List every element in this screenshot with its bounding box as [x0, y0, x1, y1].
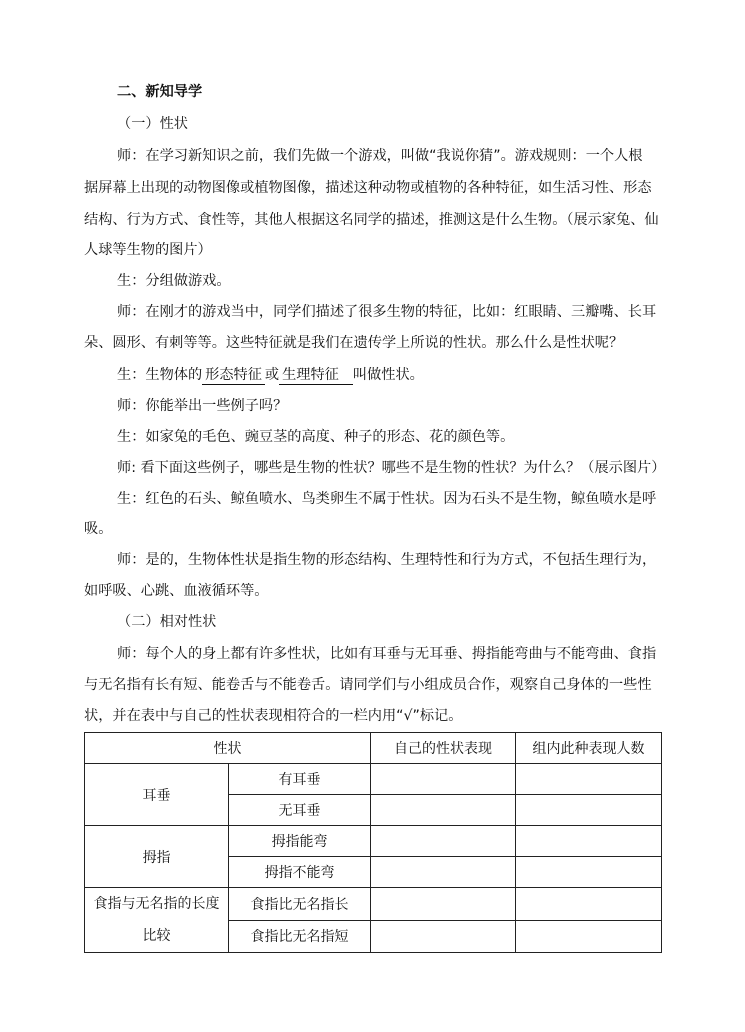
- definition-text-a: 生：生物体的: [117, 367, 203, 383]
- paragraph-line: 朵、圆形、有刺等等。这些特征就是我们在遗传学上所说的性状。那么什么是性状呢？: [84, 335, 624, 351]
- own-trait-cell[interactable]: [371, 888, 516, 921]
- option-cell: 拇指不能弯: [229, 857, 371, 888]
- group-count-cell[interactable]: [516, 857, 662, 888]
- blank-answer-morphology: 形态特征: [202, 367, 265, 385]
- traits-table: [84, 732, 662, 953]
- paragraph-line: 师：每个人的身上都有许多性状，比如有耳垂与无耳垂、拇指能弯曲与不能弯曲、食指: [117, 646, 657, 662]
- table-row: [85, 888, 662, 921]
- group-count-cell[interactable]: [516, 888, 662, 921]
- paragraph-line: 吸。: [84, 521, 113, 537]
- own-trait-cell[interactable]: [371, 826, 516, 857]
- own-trait-cell[interactable]: [371, 920, 516, 953]
- subsection-heading-traits: （一）性状: [117, 116, 188, 132]
- paragraph-line: 师: 看下面这些例子，哪些是生物的性状？哪些不是生物的性状？为什么？（展示图片）: [117, 460, 666, 476]
- paragraph-line: 生：红色的石头、鲸鱼喷水、鸟类卵生不属于性状。因为石头不是生物，鲸鱼喷水是呼: [117, 491, 657, 507]
- option-cell: 无耳垂: [229, 795, 371, 826]
- option-cell: 食指比无名指长: [229, 888, 371, 921]
- subsection-heading-relative-traits: （二）相对性状: [117, 614, 217, 630]
- own-trait-cell[interactable]: [371, 795, 516, 826]
- paragraph-line: 状，并在表中与自己的性状表现相符合的一栏内用“√”标记。: [84, 708, 463, 724]
- table-header-cell: 组内此种表现人数: [516, 733, 662, 764]
- option-cell: 拇指能弯: [229, 826, 371, 857]
- definition-line: [117, 365, 665, 385]
- definition-text-d: 叫做性状。: [352, 367, 424, 383]
- paragraph-line: 师：在刚才的游戏当中，同学们描述了很多生物的特征，比如：红眼睛、三瓣嘴、长耳: [117, 304, 657, 320]
- trait-cell: 拇指: [85, 826, 229, 888]
- group-count-cell[interactable]: [516, 920, 662, 953]
- blank-answer-physiology: 生理特征: [279, 367, 353, 385]
- trait-label-line: 食指与无名指的长度: [93, 896, 220, 912]
- option-cell: 食指比无名指短: [229, 920, 371, 953]
- paragraph-line: 生：分组做游戏。: [117, 273, 231, 289]
- definition-text-c: 或: [264, 367, 280, 383]
- group-count-cell[interactable]: [516, 764, 662, 795]
- group-count-cell[interactable]: [516, 795, 662, 826]
- own-trait-cell[interactable]: [371, 857, 516, 888]
- table-row: [85, 826, 662, 857]
- paragraph-line: 师：你能举出一些例子吗？: [117, 398, 288, 414]
- section-heading: 二、新知导学: [117, 84, 203, 100]
- option-cell: 有耳垂: [229, 764, 371, 795]
- paragraph-line: 与无名指有长有短、能卷舌与不能卷舌。请同学们与小组成员合作，观察自己身体的一些性: [84, 677, 652, 693]
- table-row: [85, 764, 662, 795]
- trait-cell: 耳垂: [85, 764, 229, 826]
- own-trait-cell[interactable]: [371, 764, 516, 795]
- paragraph-line: 生：如家兔的毛色、豌豆茎的高度、种子的形态、花的颜色等。: [117, 429, 515, 445]
- paragraph-line: 如呼吸、心跳、血液循环等。: [84, 583, 269, 599]
- paragraph-line: 人球等生物的图片）: [84, 242, 212, 258]
- table-header-row: [85, 733, 662, 764]
- paragraph-line: 师：在学习新知识之前，我们先做一个游戏，叫做“我说你猜”。游戏规则：一个人根: [117, 148, 643, 164]
- table-header-cell: 性状: [85, 733, 371, 764]
- paragraph-line: 据屏幕上出现的动物图像或植物图像，描述这种动物或植物的各种特征，如生活习性、形态: [84, 180, 652, 196]
- table-header-cell: 自己的性状表现: [371, 733, 516, 764]
- group-count-cell[interactable]: [516, 826, 662, 857]
- paragraph-line: 师：是的，生物体性状是指生物的形态结构、生理特性和行为方式，不包括生理行为，: [117, 552, 657, 568]
- paragraph-line: 结构、行为方式、食性等，其他人根据这名同学的描述，推测这是什么生物。（展示家兔、仙: [84, 212, 659, 228]
- trait-cell: [85, 888, 229, 953]
- trait-label-line: 比较: [142, 928, 171, 944]
